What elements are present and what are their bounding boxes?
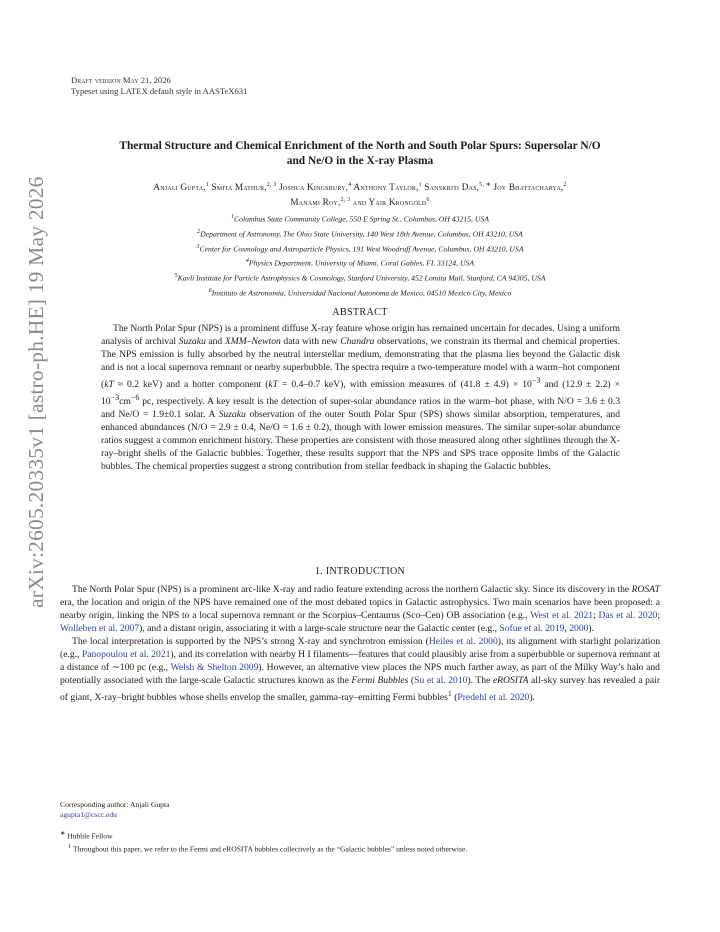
affiliation-item	[60, 211, 660, 226]
title-line-2: and Ne/O in the X-ray Plasma	[286, 155, 434, 167]
mission-name: Chandra	[340, 335, 375, 347]
affiliation-number: 1	[231, 214, 235, 220]
footnote-1	[60, 842, 660, 855]
mission-name: eROSITA	[492, 674, 529, 686]
affiliation-item	[60, 255, 660, 270]
abstract-text	[101, 323, 620, 474]
section-heading-introduction: 1. INTRODUCTION	[314, 566, 406, 577]
structure-name: Fermi Bubbles	[351, 674, 409, 686]
author-name: and Yair Krongold	[352, 196, 427, 207]
affiliation-item	[60, 226, 660, 241]
text-run: observations, we constrain its thermal and chemical properties. The NPS emission is fully absorbed by the neutral interstellar medium, demonstrating that the plasma lies beyond the Galactic disk and is not a local supernova remnant or nearby superbubble. The spectra require a two-temperature model with a warm–hot component (	[101, 335, 620, 390]
author-name: Joy Bhattacharya,	[493, 182, 564, 193]
text-run: era, the location and origin of the NPS have remained one of the most debated topics in Galactic astrophysics. Two main scenarios have been proposed: a nearby origin, linking the NPS to a local supernova remnant or the Scorpius–Centaurus (Sco–Cen) OB association (e.g.,	[60, 596, 660, 621]
ion-label: I	[305, 648, 311, 660]
title-line-1: Thermal Structure and Chemical Enrichment of the North and South Polar Spurs: Supersolar N/O	[119, 140, 601, 152]
hubble-footnote	[60, 829, 660, 842]
draft-version-line: Draft version May 21, 2026	[71, 75, 171, 85]
text-run: ), and a distant origin, associating it with a large-scale structure near the Galactic center (e.g.,	[139, 622, 500, 634]
author-affiliation-mark: 1	[418, 182, 422, 188]
author-affiliation-mark: 2	[563, 182, 567, 188]
footnote-text: Throughout this paper, we refer to the Fermi and eROSITA bubbles collectively as the “Galactic bubbles” unless noted otherwise.	[72, 844, 468, 854]
corresponding-email-link[interactable]: agupta1@cscc.edu	[60, 810, 117, 820]
footnote-number: 1	[68, 843, 72, 851]
affiliation-number: 4	[245, 258, 249, 265]
author-line-1	[60, 179, 660, 194]
mission-name: ROSAT	[631, 584, 660, 595]
exponent: −3	[531, 375, 541, 385]
affiliation-text: Instituto de Astronomia, Universidad Nacional Autonoma de Mexico, 04510 Mexico City, Mexico	[211, 288, 512, 298]
author-affiliation-mark: 2, 3	[340, 196, 351, 203]
footnotes	[60, 800, 660, 855]
text-run: observation of the outer South Polar Spur (SPS) shows similar absorption, temperatures, and enhanced abundances (N/O = 2.9 ± 0.4, Ne/O = 1.6 ± 0.2), though with lower emission measures. The similar super-solar abundance ratios suggest a common enrichment history. These properties are consistent with those measured along other sightlines through the X-ray–bright shells of the Galactic bubbles. Together, these results support that the NPS and SPS trace opposite limbs of the Galactic bubbles. The chemical properties suggest a strong contribution from stellar feedback in shaping the Galactic bubbles.	[101, 409, 620, 472]
author-name: Joshua Kingsbury,	[279, 182, 349, 193]
text-run: (	[451, 691, 458, 703]
author-affiliation-mark: 1	[205, 182, 209, 188]
text-run: ;	[593, 609, 599, 621]
affiliation-item	[60, 270, 660, 285]
citation-link[interactable]: Predehl et al. 2020	[457, 691, 530, 703]
author-name: Anthony Taylor,	[353, 182, 419, 193]
text-run: The North Polar Spur (NPS) is a prominent diffuse X-ray feature whose origin has remained uncertain for decades. Using a uniform analysis of archival	[101, 323, 620, 347]
text-run: ).	[588, 622, 594, 634]
text-run: and	[205, 335, 225, 347]
text-run: The North Polar Spur (NPS) is a prominent arc-like X-ray and radio feature extending across the northern Galactic sky. Since its discovery in the	[72, 584, 632, 595]
mission-name: Suzaku	[178, 335, 206, 347]
author-affiliation-mark: 4	[348, 182, 352, 188]
intro-paragraph-2	[60, 636, 660, 705]
footnote-text: Hubble Fellow	[67, 831, 113, 841]
citation-link[interactable]: Panopoulou et al. 2021	[81, 648, 171, 660]
text-run: filaments—features that could plausibly arise from a superbubble or supernova remnant at a distance of ∼100 pc (e.g.,	[60, 648, 661, 673]
paper-title	[60, 139, 660, 169]
text-run: data with new	[280, 335, 341, 347]
text-run: and (12.9 ± 2.2) × 10	[101, 379, 620, 408]
citation-link[interactable]: Wolleben et al. 2007	[60, 622, 140, 634]
citation-link[interactable]: 2000	[569, 622, 589, 634]
text-run: all-sky survey has revealed a pair of giant, X-ray–bright bubbles whose shells envelop the smaller, gamma-ray–emitting Fermi bubbles	[60, 674, 661, 703]
affiliation-text: Physics Department, University of Miami, Coral Gables, FL 33124, USA	[248, 258, 475, 268]
citation-link[interactable]: Das et al. 2020	[598, 609, 658, 621]
affiliation-number: 5	[174, 273, 178, 280]
exponent: −6	[130, 392, 140, 402]
abstract-paragraph	[101, 323, 620, 474]
author-affiliation-mark: 5, ∗	[479, 182, 491, 188]
arxiv-identifier-stamp: arXiv:2605.20335v1 [astro-ph.HE] 19 May 2026	[24, 176, 48, 608]
affiliation-item	[60, 285, 660, 300]
text-run: = 0.4–0.7 keV), with emission measures of (41.8 ± 4.9) × 10	[278, 379, 532, 390]
text-run: ,	[564, 622, 570, 634]
footnote-mark[interactable]: 1	[447, 688, 452, 698]
citation-link[interactable]: Welsh & Shelton 2009	[170, 661, 259, 673]
author-name: Smita Mathur,	[211, 182, 267, 193]
citation-link[interactable]: Heiles et al. 2000	[428, 635, 498, 647]
text-run: ≈ 0.2 keV) and a hotter component (	[113, 379, 269, 390]
affiliation-text: Columbus State Community College, 550 E Spring St., Columbus, OH 43215, USA	[234, 214, 489, 224]
affiliation-text: Kavli Institute for Particle Astrophysics & Cosmology, Stanford University, 452 Lomita Mall, Stanford, CA 94305, USA	[177, 273, 546, 283]
text-run: ), and its correlation with nearby H	[170, 648, 306, 660]
text-run: ;	[657, 609, 660, 621]
footnote-symbol: ∗	[60, 830, 66, 838]
mission-name: XMM–Newton	[224, 335, 281, 347]
affiliation-number: 6	[208, 287, 212, 294]
text-run: ), its alignment with starlight polarization (e.g.,	[60, 635, 661, 660]
affiliation-list	[60, 211, 660, 300]
corresponding-author: Corresponding author: Anjali Gupta	[60, 800, 170, 809]
affiliation-number: 2	[197, 228, 201, 235]
exponent: −3	[110, 392, 120, 402]
text-run: pc, respectively. A key result is the detection of super-solar abundance ratios in the warm–hot phase, with N/O = 3.6 ± 0.3 and Ne/O = 1.9±0.1 solar. A	[101, 396, 620, 421]
text-run: (	[408, 674, 415, 686]
author-affiliation-mark: 2, 3	[266, 182, 277, 188]
citation-link[interactable]: West et al. 2021	[530, 609, 594, 621]
citation-link[interactable]: Su et al. 2010	[414, 674, 468, 686]
mission-name: Suzaku	[218, 409, 246, 421]
author-name: Anjali Gupta,	[153, 182, 206, 193]
math-symbol: kT	[268, 379, 278, 390]
author-name: Sanskriti Das,	[424, 182, 480, 193]
citation-link[interactable]: Sofue et al. 2019	[499, 622, 565, 634]
affiliation-text: Department of Astronomy, The Ohio State University, 140 West 18th Avenue, Columbus, OH 43210, USA	[200, 229, 523, 239]
intro-paragraph-1	[60, 584, 660, 636]
affiliation-text: Center for Cosmology and Astroparticle Physics, 191 West Woodruff Avenue, Columbus, OH 43210, USA	[199, 244, 524, 254]
text-run: cm	[119, 396, 131, 408]
affiliation-number: 3	[196, 243, 200, 250]
draft-header	[71, 75, 247, 97]
author-affiliation-mark: 6	[426, 196, 430, 203]
affiliation-item	[60, 241, 660, 256]
author-list	[60, 179, 660, 208]
author-name: Manami Roy,	[290, 196, 341, 207]
typeset-line: Typeset using LATEX default style in AASTeX631	[71, 86, 248, 96]
introduction-text	[60, 584, 660, 705]
text-run: ).	[529, 691, 535, 703]
text-run: The local interpretation is supported by the NPS’s strong X-ray and synchrotron emission (	[72, 635, 429, 647]
author-line-2	[60, 194, 660, 209]
math-symbol: kT	[104, 379, 114, 390]
abstract-heading: ABSTRACT	[332, 307, 388, 318]
text-run: ). However, an alternative view places the NPS much farther away, as part of the Milky Way’s halo and potentially associated with the large-scale Galactic structures known as the	[60, 661, 660, 686]
text-run: ). The	[467, 674, 493, 686]
